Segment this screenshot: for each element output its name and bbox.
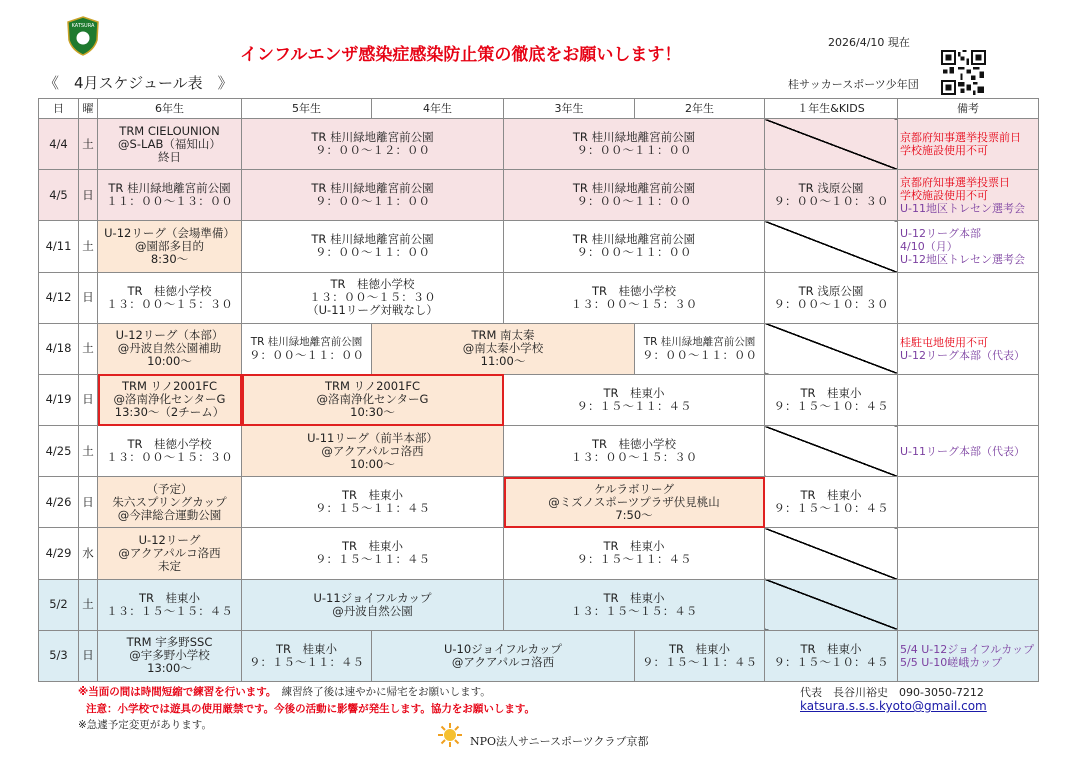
grade3-2-cell: TR 桂東小 １３：１５～１５：４５ <box>504 579 765 630</box>
grade3-2-cell: TR 桂川緑地離宮前公園 ９：００～１１：００ <box>504 221 765 272</box>
date-cell: 4/29 <box>39 528 79 579</box>
footer-note-3: ※急遽予定変更があります。 <box>78 719 212 731</box>
qr-code <box>941 50 986 95</box>
grade5-4-cell: TR 桂東小 ９：１５～１１：４５ <box>242 528 504 579</box>
footer-note-red: ※当面の間は時間短縮で練習を行います。 <box>78 686 272 698</box>
date-cell: 5/3 <box>39 630 79 681</box>
grade1-cell: TR 桂東小 ９：１５～１０：４５ <box>765 477 898 528</box>
table-row <box>39 579 1039 630</box>
table-row <box>39 323 1039 374</box>
grade6-cell: TR 桂東小 １３：１５～１５：４５ <box>98 579 242 630</box>
col-header-grade6: 6年生 <box>98 99 242 119</box>
representative-name: 代表 長谷川裕史 <box>800 686 888 699</box>
grade5-4-cell: TR 桂川緑地離宮前公園 ９：００～１１：００ <box>242 170 504 221</box>
representative-contact <box>800 684 984 700</box>
grade3-2-cell: TR 桂川緑地離宮前公園 ９：００～１１：００ <box>504 170 765 221</box>
grade3-2-cell: TR 桂東小 ９：１５～１１：４５ <box>504 374 765 425</box>
grade1-cell: TR 浅原公園 ９：００～１０：３０ <box>765 170 898 221</box>
table-header-row <box>39 99 1039 119</box>
grade6-cell: TRM リノ2001FC @洛南浄化センターG 13:30～（2チーム） <box>98 374 242 425</box>
footer-note-black: 練習終了後は速やかに帰宅をお願いします。 <box>281 686 491 698</box>
grade2-cell: TR 桂東小 ９：１５～１１：４５ <box>635 630 765 681</box>
no-event-cell <box>765 323 898 374</box>
table-row <box>39 119 1039 170</box>
grade3-2-cell: ケルラボリーグ @ミズノスポーツプラザ伏見桃山 7:50～ <box>504 477 765 528</box>
no-event-cell <box>765 579 898 630</box>
npo-name: NPO法人サニースポーツクラブ京都 <box>470 735 649 748</box>
col-header-date: 日 <box>39 99 79 119</box>
logo-text: KATSURA <box>71 23 95 29</box>
grade5-4-cell: TR 桂川緑地離宮前公園 ９：００～１１：００ <box>242 221 504 272</box>
no-event-cell <box>765 221 898 272</box>
table-row <box>39 477 1039 528</box>
dow-cell: 土 <box>79 323 98 374</box>
grade6-cell: （予定） 朱六スプリングカップ @今津総合運動公園 <box>98 477 242 528</box>
grade2-cell: TR 桂川緑地離宮前公園 ９：００～１１：００ <box>635 323 765 374</box>
dow-cell: 日 <box>79 170 98 221</box>
no-event-cell <box>765 426 898 477</box>
schedule-title: 《 4月スケジュール表 》 <box>44 74 233 92</box>
grade6-cell: TR 桂徳小学校 １３：００～１５：３０ <box>98 426 242 477</box>
date-cell: 4/25 <box>39 426 79 477</box>
notes-cell: 京都府知事選挙投票日 学校施設使用不可 U-11地区トレセン選考会 <box>898 170 1039 221</box>
grade5-cell: TR 桂東小 ９：１５～１１：４５ <box>242 630 372 681</box>
dow-cell: 日 <box>79 477 98 528</box>
date-cell: 5/2 <box>39 579 79 630</box>
dow-cell: 土 <box>79 119 98 170</box>
notes-cell <box>898 477 1039 528</box>
grade5-4-cell: U-11ジョイフルカップ @丹波自然公園 <box>242 579 504 630</box>
date-cell: 4/19 <box>39 374 79 425</box>
no-event-cell <box>765 119 898 170</box>
grade6-cell: TR 桂徳小学校 １３：００～１５：３０ <box>98 272 242 323</box>
notes-cell: 京都府知事選挙投票前日 学校施設使用不可 <box>898 119 1039 170</box>
col-header-grade3: 3年生 <box>504 99 635 119</box>
date-cell: 4/12 <box>39 272 79 323</box>
date-cell: 4/26 <box>39 477 79 528</box>
email-link[interactable]: katsura.s.s.s.kyoto@gmail.com <box>800 699 987 713</box>
table-row <box>39 221 1039 272</box>
grade5-4-cell: TR 桂東小 ９：１５～１１：４５ <box>242 477 504 528</box>
notes-cell: U-11リーグ本部（代表） <box>898 426 1039 477</box>
footer-note-2: 注意：小学校では遊具の使用厳禁です。今後の活動に影響が発生します。協力をお願いします。 <box>86 703 535 715</box>
table-row <box>39 374 1039 425</box>
table-row <box>39 272 1039 323</box>
footer-note-1 <box>78 684 491 699</box>
dow-cell: 土 <box>79 579 98 630</box>
grade5-4-cell: TRM リノ2001FC @洛南浄化センターG 10:30～ <box>242 374 504 425</box>
table-row <box>39 426 1039 477</box>
notes-cell: 5/4 U-12ジョイフルカップ 5/5 U-10嵯峨カップ <box>898 630 1039 681</box>
dow-cell: 土 <box>79 426 98 477</box>
col-header-grade4: 4年生 <box>372 99 504 119</box>
sun-icon <box>437 722 463 748</box>
grade4-3-cell: TRM 南太秦 @南太秦小学校 11:00～ <box>372 323 635 374</box>
schedule-table <box>38 98 1039 682</box>
grade6-cell: U-12リーグ @アクアパルコ洛西 未定 <box>98 528 242 579</box>
notes-cell <box>898 374 1039 425</box>
grade3-2-cell: TR 桂徳小学校 １３：００～１５：３０ <box>504 272 765 323</box>
katsura-club-logo <box>66 16 100 56</box>
col-header-grade5: 5年生 <box>242 99 372 119</box>
no-event-cell <box>765 528 898 579</box>
grade6-cell: TRM 宇多野SSC @宇多野小学校 13:00～ <box>98 630 242 681</box>
grade5-4-cell: TR 桂徳小学校 １３：００～１５：３０ （U-11リーグ対戦なし） <box>242 272 504 323</box>
phone-number: 090-3050-7212 <box>899 686 984 699</box>
as-of-date: 2026/4/10 現在 <box>828 36 910 49</box>
notes-cell <box>898 528 1039 579</box>
table-row <box>39 630 1039 681</box>
date-cell: 4/18 <box>39 323 79 374</box>
date-cell: 4/5 <box>39 170 79 221</box>
notice-banner: インフルエンザ感染症感染防止策の徹底をお願いします！ <box>240 45 682 65</box>
grade3-2-cell: TR 桂徳小学校 １３：００～１５：３０ <box>504 426 765 477</box>
grade6-cell: U-12リーグ（会場準備） @園部多目的 8:30～ <box>98 221 242 272</box>
notes-cell <box>898 272 1039 323</box>
grade1-cell: TR 浅原公園 ９：００～１０：３０ <box>765 272 898 323</box>
grade3-2-cell: TR 桂東小 ９：１５～１１：４５ <box>504 528 765 579</box>
grade4-3-cell: U-10ジョイフルカップ @アクアパルコ洛西 <box>372 630 635 681</box>
club-name: 桂サッカースポーツ少年団 <box>788 78 919 91</box>
notes-cell: U-12リーグ本部 4/10（月） U-12地区トレセン選考会 <box>898 221 1039 272</box>
dow-cell: 日 <box>79 272 98 323</box>
dow-cell: 土 <box>79 221 98 272</box>
dow-cell: 日 <box>79 374 98 425</box>
col-header-dow: 曜 <box>79 99 98 119</box>
grade1-cell: TR 桂東小 ９：１５～１０：４５ <box>765 374 898 425</box>
grade5-4-cell: TR 桂川緑地離宮前公園 ９：００～１２：００ <box>242 119 504 170</box>
notes-cell <box>898 579 1039 630</box>
date-cell: 4/11 <box>39 221 79 272</box>
col-header-notes: 備考 <box>898 99 1039 119</box>
dow-cell: 水 <box>79 528 98 579</box>
col-header-grade1-kids: １年生&KIDS <box>765 99 898 119</box>
grade6-cell: TR 桂川緑地離宮前公園 １１：００～１３：００ <box>98 170 242 221</box>
notes-cell: 桂駐屯地使用不可 U-12リーグ本部（代表） <box>898 323 1039 374</box>
grade6-cell: U-12リーグ（本部） @丹波自然公園補助 10:00～ <box>98 323 242 374</box>
col-header-grade2: 2年生 <box>635 99 765 119</box>
grade6-cell: TRM CIELOUNION @S-LAB（福知山） 終日 <box>98 119 242 170</box>
date-cell: 4/4 <box>39 119 79 170</box>
grade5-4-cell: U-11リーグ（前半本部） @アクアパルコ洛西 10:00～ <box>242 426 504 477</box>
dow-cell: 日 <box>79 630 98 681</box>
table-row <box>39 528 1039 579</box>
grade3-2-cell: TR 桂川緑地離宮前公園 ９：００～１１：００ <box>504 119 765 170</box>
table-row <box>39 170 1039 221</box>
grade1-cell: TR 桂東小 ９：１５～１０：４５ <box>765 630 898 681</box>
grade5-cell: TR 桂川緑地離宮前公園 ９：００～１１：００ <box>242 323 372 374</box>
